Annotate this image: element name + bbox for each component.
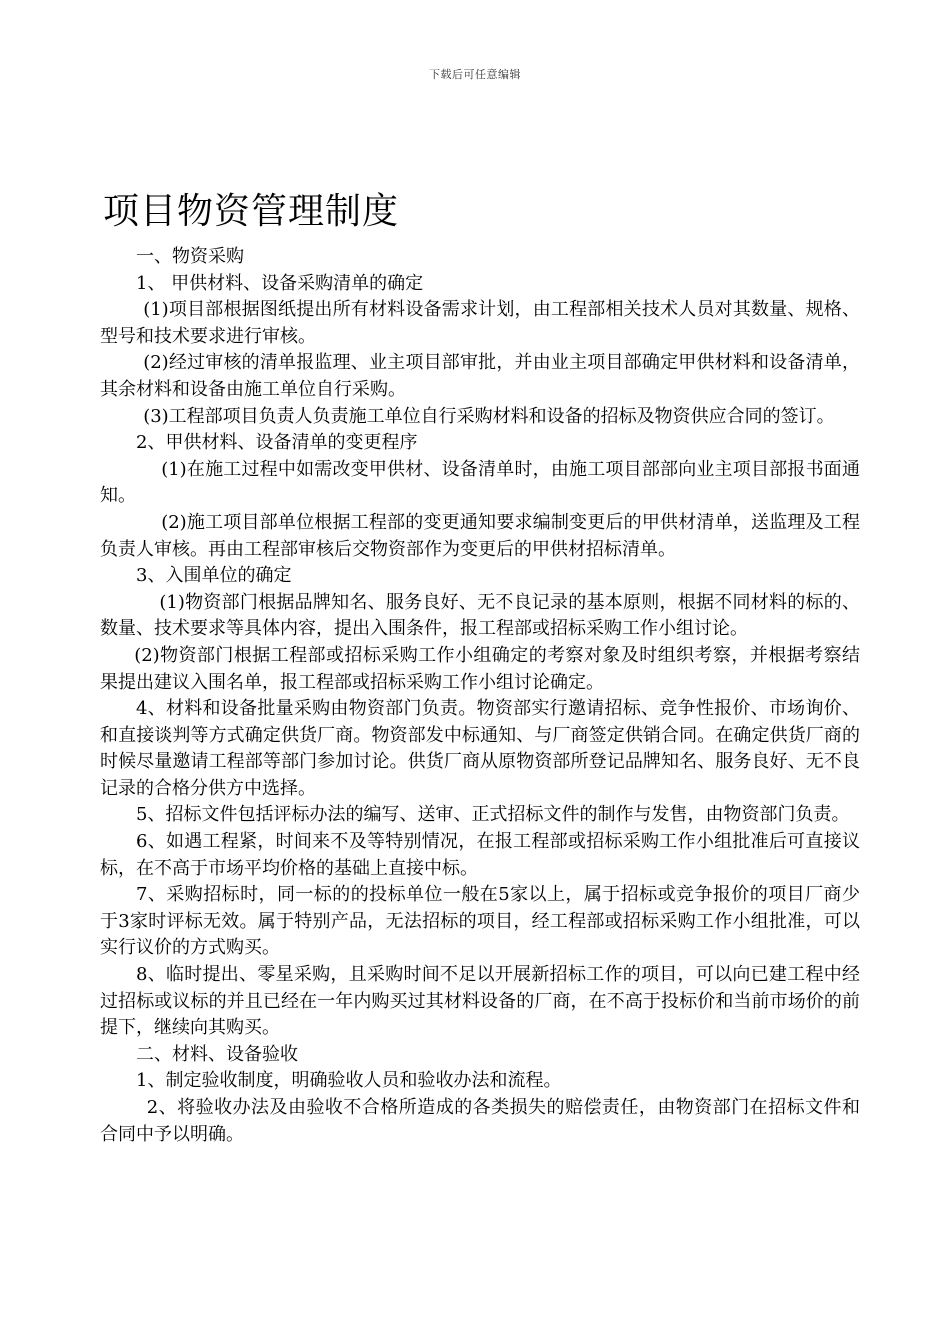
paragraph: 5、招标文件包括评标办法的编写、送审、正式招标文件的制作与发售，由物资部门负责。: [136, 804, 850, 826]
header-note: 下载后可任意编辑: [429, 68, 521, 81]
subsection-heading: 2、甲供材料、设备清单的变更程序: [136, 432, 418, 454]
section-heading-acceptance: 二、材料、设备验收: [136, 1043, 298, 1065]
subsection-heading: 1、 甲供材料、设备采购清单的确定: [136, 272, 424, 294]
paragraph: (3)工程部项目负责人负责施工单位自行采购材料和设备的招标及物资供应合同的签订。: [143, 405, 835, 427]
paragraph: (1)项目部根据图纸提出所有材料设备需求计划，由工程部相关技术人员对其数量、规格、型号和技术要求进行审核。: [100, 299, 860, 347]
document-body: [100, 244, 860, 1148]
paragraph: 4、材料和设备批量采购由物资部门负责。物资部实行邀请招标、竞争性报价、市场询价、和直接谈判等方式确定供货厂商。物资部发中标通知、与厂商签定供销合同。在确定供货厂商的时候尽量邀请工程部等部门参加讨论。供货厂商从原物资部所登记品牌知名、服务良好、无不良记录的合格分供方中选择。: [100, 698, 860, 799]
paragraph: (2)物资部门根据工程部或招标采购工作小组确定的考察对象及时组织考察，并根据考察结果提出建议入围名单，报工程部或招标采购工作小组讨论确定。: [100, 644, 860, 693]
section-heading-procurement: 一、物资采购: [136, 246, 244, 267]
paragraph: 8、临时提出、零星采购，且采购时间不足以开展新招标工作的项目，可以向已建工程中经过招标或议标的并且已经在一年内购买过其材料设备的厂商，在不高于投标价和当前市场价的前提下，继续向其购买。: [100, 964, 860, 1039]
paragraph: (1)物资部门根据品牌知名、服务良好、无不良记录的基本原则，根据不同材料的标的、数量、技术要求等具体内容，提出入围条件，报工程部或招标采购工作小组讨论。: [100, 591, 860, 640]
paragraph: 6、如遇工程紧，时间来不及等特别情况，在报工程部或招标采购工作小组批准后可直接议标，在不高于市场平均价格的基础上直接中标。: [100, 831, 860, 879]
subsection-heading: 3、入围单位的确定: [136, 565, 292, 587]
paragraph: 2、将验收办法及由验收不合格所造成的各类损失的赔偿责任，由物资部门在招标文件和合同中予以明确。: [100, 1097, 860, 1145]
page-title: 项目物资管理制度: [103, 191, 400, 232]
paragraph: 7、采购招标时，同一标的的投标单位一般在5家以上，属于招标或竞争报价的项目厂商少于3家时评标无效。属于特别产品，无法招标的项目，经工程部或招标采购工作小组批准，可以实行议价的方式购买。: [100, 884, 860, 959]
paragraph: (2)经过审核的清单报监理、业主项目部审批，并由业主项目部确定甲供材料和设备清单，其余材料和设备由施工单位自行采购。: [100, 352, 860, 400]
paragraph: 1、制定验收制度，明确验收人员和验收办法和流程。: [136, 1070, 562, 1092]
paragraph: (1)在施工过程中如需改变甲供材、设备清单时，由施工项目部部向业主项目部报书面通知。: [100, 458, 860, 507]
paragraph: (2)施工项目部单位根据工程部的变更通知要求编制变更后的甲供材清单，送监理及工程负责人审核。再由工程部审核后交物资部作为变更后的甲供材招标清单。: [100, 511, 860, 560]
